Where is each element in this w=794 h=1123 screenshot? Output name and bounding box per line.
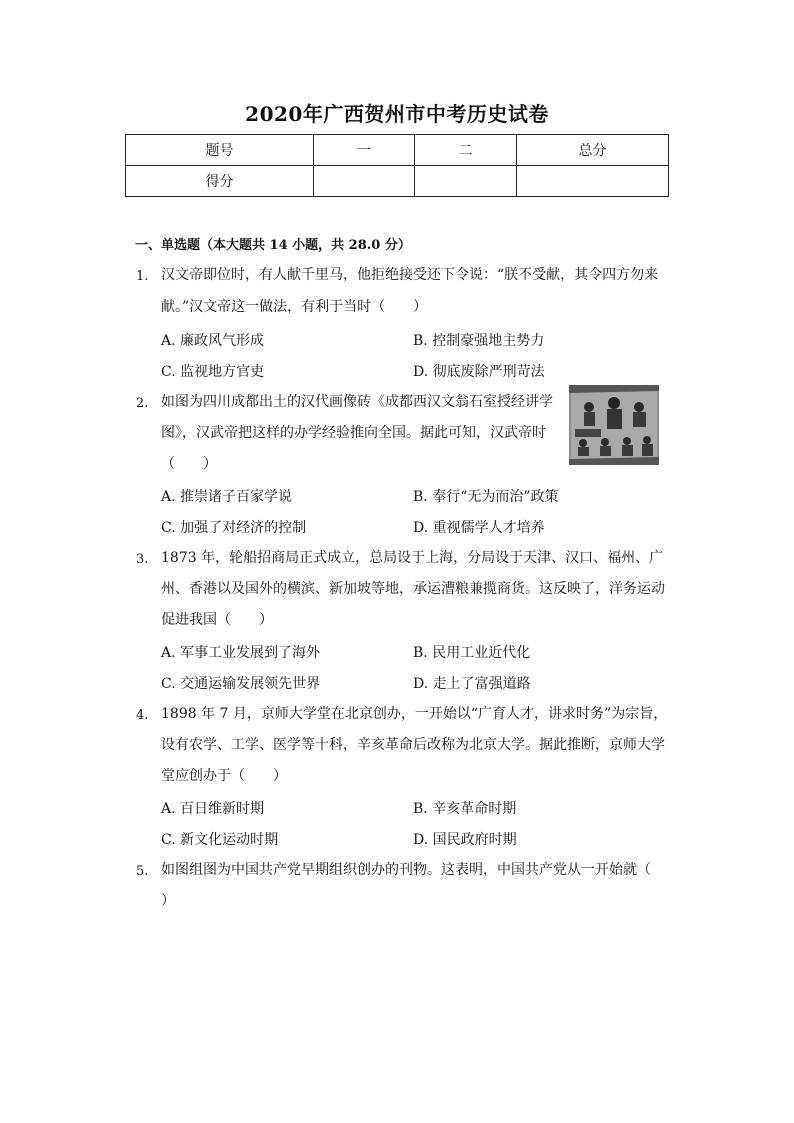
score-table-header-row [126, 135, 669, 166]
question-text-line: 州、香港以及国外的横滨、新加坡等地，承运漕粮兼揽商货。这反映了，洋务运动 [161, 581, 665, 597]
score-row-label: 得分 [126, 166, 314, 197]
option-d[interactable]: D. 重视儒学人才培养 [413, 520, 545, 536]
score-cell [415, 166, 517, 197]
option-a[interactable]: A. 推崇诸子百家学说 [161, 489, 293, 505]
question-text-line: （ ） [161, 456, 217, 472]
option-d[interactable]: D. 走上了富强道路 [413, 676, 531, 692]
option-d[interactable]: D. 彻底废除严刑苛法 [413, 364, 545, 380]
question-text-line: 献。”汉文帝这一做法，有利于当时（ ） [161, 299, 428, 315]
question-text-line: 1898 年 7 月，京师大学堂在北京创办，一开始以“广育人才，讲求时务”为宗旨， [161, 706, 668, 722]
question-number: 1. [136, 269, 149, 284]
option-a[interactable]: A. 军事工业发展到了海外 [161, 645, 321, 661]
option-c[interactable]: C. 新文化运动时期 [161, 832, 279, 848]
question-text-line: 汉文帝即位时，有人献千里马，他拒绝接受还下令说：“朕不受献，其令四方勿来 [161, 267, 659, 283]
question-number: 5. [136, 864, 149, 879]
score-header-cell: 总分 [517, 135, 669, 166]
score-cell [517, 166, 669, 197]
question-number: 3. [136, 552, 149, 567]
question-text-line: ） [161, 893, 175, 909]
question-number: 2. [136, 396, 149, 411]
option-b[interactable]: B. 奉行“无为而治”政策 [413, 489, 559, 505]
option-a[interactable]: A. 廉政风气形成 [161, 333, 265, 349]
question-text-line: 如图为四川成都出土的汉代画像砖《成都西汉文翁石室授经讲学 [161, 394, 553, 410]
question-text-line: 堂应创办于（ ） [161, 768, 287, 784]
score-header-cell: 二 [415, 135, 517, 166]
option-c[interactable]: C. 交通运输发展领先世界 [161, 676, 321, 692]
section-title: 一、单选题（本大题共 14 小题，共 28.0 分） [135, 238, 411, 253]
option-c[interactable]: C. 监视地方官吏 [161, 364, 265, 380]
question-text-line: 1873 年，轮船招商局正式成立，总局设于上海，分局设于天津、汉口、福州、广 [161, 550, 664, 566]
score-table [125, 134, 669, 197]
option-a[interactable]: A. 百日维新时期 [161, 801, 265, 817]
question-text-line: 设有农学、工学、医学等十科，辛亥革命后改称为北京大学。据此推断，京师大学 [161, 737, 665, 753]
question-text-line: 促进我国（ ） [161, 612, 273, 628]
question-number: 4. [136, 708, 149, 723]
score-header-cell: 题号 [126, 135, 314, 166]
score-cell [314, 166, 415, 197]
option-b[interactable]: B. 辛亥革命时期 [413, 801, 517, 817]
question-text-line: 图》，汉武帝把这样的办学经验推向全国。据此可知，汉武帝时 [161, 425, 546, 441]
han-brick-relief-image [569, 385, 659, 465]
option-d[interactable]: D. 国民政府时期 [413, 832, 517, 848]
score-header-cell: 一 [314, 135, 415, 166]
page-title: 2020年广西贺州市中考历史试卷 [245, 102, 549, 126]
question-text-line: 如图组图为中国共产党早期组织创办的刊物。这表明，中国共产党从一开始就（ [161, 862, 651, 878]
score-table-score-row [126, 166, 669, 197]
option-b[interactable]: B. 控制豪强地主势力 [413, 333, 545, 349]
option-c[interactable]: C. 加强了对经济的控制 [161, 520, 307, 536]
option-b[interactable]: B. 民用工业近代化 [413, 645, 531, 661]
